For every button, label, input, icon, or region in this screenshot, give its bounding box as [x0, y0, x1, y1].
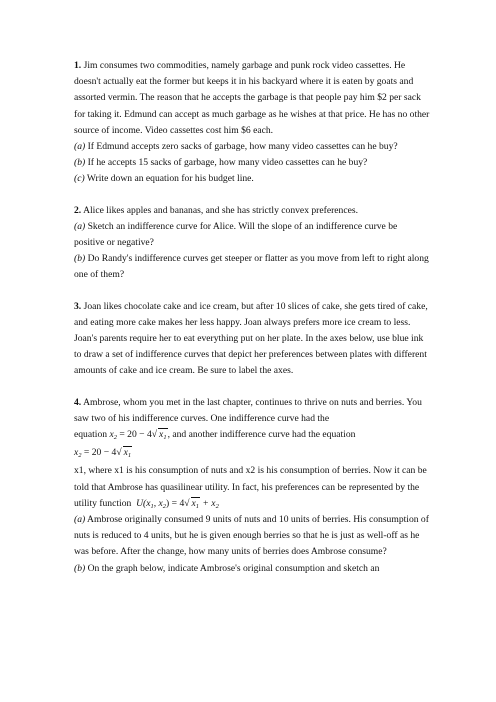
question-4	[74, 395, 430, 577]
question-4-text-1: 4. Ambrose, whom you met in the last chapter, continues to thrive on nuts and berries. You saw two of his indifference curves. One indifference curve had the	[74, 396, 422, 424]
question-number: 1.	[74, 60, 82, 71]
question-number: 2.	[74, 204, 82, 216]
question-1c: (c) Write down an equation for his budget line.	[74, 173, 254, 185]
question-4b: (b) On the graph below, indicate Ambrose's original consumption and sketch an	[74, 562, 380, 574]
question-number: 4.	[74, 396, 82, 408]
utility-function: $U(x_1$, $x_2) = 4√$ $x_1 + x_2$	[136, 497, 219, 510]
question-3-text: 3. Joan likes chocolate cake and ice cream, but after 10 slices of cake, she gets tired of cake, and eating more cake makes her less happy. Joan always prefers more ice cream to less. Joan's parents require her to eat everything put on her plate. In the axes below, use blue ink to draw a set of indifference curves that depict her preferences between plates with different amounts of cake and ice cream. Be sure to label the axes.	[74, 300, 428, 377]
equation-1: $x_2 = 20 - 4√$ $x_1$	[109, 429, 167, 442]
question-1a: (a) If Edmund accepts zero sacks of garbage, how many video cassettes can he buy?	[74, 141, 398, 153]
question-4a: (a) Ambrose originally consumed 9 units of nuts and 10 units of berries. His consumption of nuts is reduced to 4 units, but he is given enough berries so that he is just as well-off as he was before. After the change, how many units of berries does Ambrose consume?	[74, 514, 429, 558]
question-1b: (b) If he accepts 15 sacks of garbage, how many video cassettes can he buy?	[74, 157, 368, 169]
question-4-text-3: x1, where x1 is his consumption of nuts and x2 is his consumption of berries. Now it can be told that Ambrose has quasilinear utility. In fact, his preferences can be represented by the utility function $U(x_1$, $x_2) = 4√$ $x_1 + x_2$	[74, 465, 427, 510]
question-2a: (a) Sketch an indifference curve for Alice. Will the slope of an indifference curve be positive or negative?	[74, 220, 398, 249]
question-1	[74, 58, 430, 188]
question-4-equation-2	[74, 445, 430, 461]
equation-2: $x_2 = 20 - 4√$ $x_1$	[74, 447, 132, 460]
question-number: 3.	[74, 300, 82, 312]
question-3	[74, 299, 430, 380]
question-4-text-2: equation $x_2 = 20 - 4√$ $x_1$, and another indifference curve had the equation	[74, 429, 356, 442]
question-2b: (b) Do Randy's indifference curves get steeper or flatter as you move from left to right along one of them?	[74, 253, 429, 281]
question-2-text: 2. Alice likes apples and bananas, and she has strictly convex preferences.	[74, 204, 358, 216]
question-1-text: 1. Jim consumes two commodities, namely garbage and punk rock video cassettes. He doesn't actually eat the former but keeps it in his backyard where it is eaten by goats and assorted vermin. The reason that he accepts the garbage is that people pay him $2 per sack for taking it. Edmund can accept as much garbage as he wishes at that price. He has no other source of income. Video cassettes cost him $6 each.	[74, 60, 430, 136]
document-page	[74, 58, 430, 592]
question-2	[74, 203, 430, 284]
